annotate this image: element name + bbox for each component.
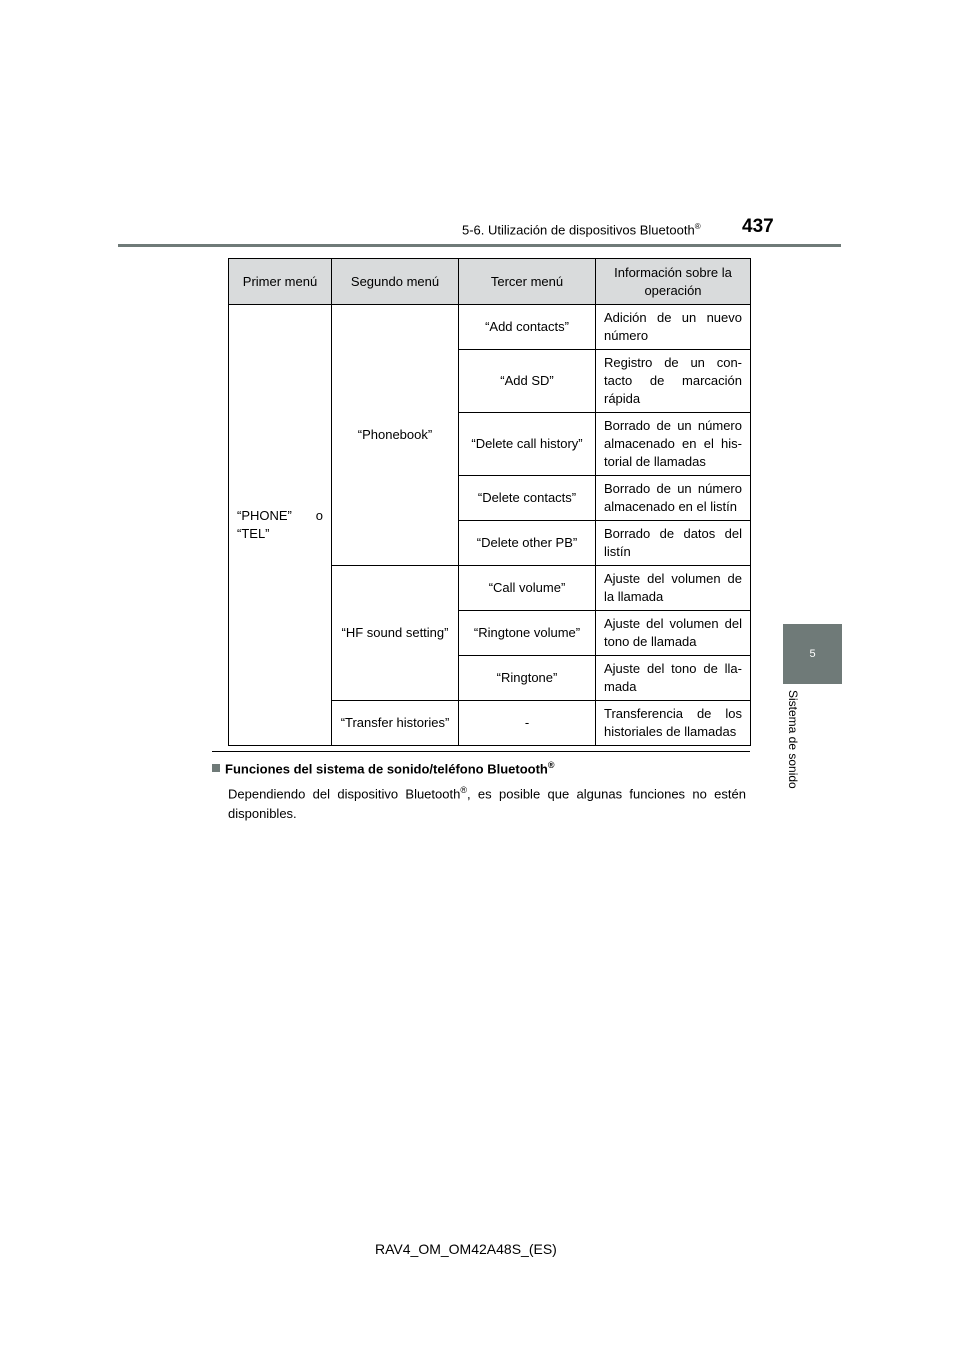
info-cell: Ajuste del volumen de la llamada	[596, 566, 751, 611]
info-cell: Ajuste del tono de lla-mada	[596, 656, 751, 701]
info-cell: Ajuste del volumen del tono de llamada	[596, 611, 751, 656]
section-heading-text: Funciones del sistema de sonido/teléfono Bluetooth	[225, 761, 548, 777]
chapter-number: 5	[809, 648, 816, 660]
paragraph-text-after: , es posible que algunas funciones no estén disponibles.	[228, 786, 746, 822]
page-number: 437	[742, 216, 774, 237]
header-second-menu: Segundo menú	[332, 259, 459, 305]
third-menu-cell: “Ringtone volume”	[459, 611, 596, 656]
running-header	[462, 222, 701, 237]
section-title: 5-6. Utilización de dispositivos Bluetooth	[462, 222, 695, 238]
info-cell: Adición de un nuevo número	[596, 305, 751, 350]
info-cell: Registro de un con-tacto de marcación rápida	[596, 350, 751, 413]
header-first-menu: Primer menú	[229, 259, 332, 305]
third-menu-cell: “Add SD”	[459, 350, 596, 413]
info-cell: Borrado de un número almacenado en el his-torial de llamadas	[596, 413, 751, 476]
third-menu-cell: “Ringtone”	[459, 656, 596, 701]
first-menu-cell: “PHONE” o “TEL”	[229, 305, 332, 746]
table-row	[229, 305, 751, 350]
second-menu-cell: “HF sound setting”	[332, 566, 459, 701]
menu-table	[228, 258, 751, 746]
info-cell: Transferencia de los historiales de llamadas	[596, 701, 751, 746]
third-menu-cell: “Delete contacts”	[459, 476, 596, 521]
section-heading	[212, 760, 555, 776]
info-cell: Borrado de datos del listín	[596, 521, 751, 566]
third-menu-cell: “Call volume”	[459, 566, 596, 611]
third-menu-cell: “Delete call history”	[459, 413, 596, 476]
third-menu-cell: “Delete other PB”	[459, 521, 596, 566]
third-menu-cell: -	[459, 701, 596, 746]
registered-mark: ®	[547, 760, 555, 770]
third-menu-cell: “Add contacts”	[459, 305, 596, 350]
chapter-label: Sistema de sonido	[786, 690, 800, 789]
registered-mark: ®	[460, 785, 467, 795]
table-header-row	[229, 259, 751, 305]
manual-code: RAV4_OM_OM42A48S_(ES)	[375, 1241, 557, 1257]
header-rule	[118, 244, 841, 247]
section-rule	[212, 751, 750, 752]
info-cell: Borrado de un número almacenado en el listín	[596, 476, 751, 521]
header-third-menu: Tercer menú	[459, 259, 596, 305]
chapter-tab	[783, 624, 842, 684]
second-menu-cell: “Phonebook”	[332, 305, 459, 566]
registered-mark: ®	[694, 222, 701, 231]
header-operation-info: Información sobre la operación	[596, 259, 751, 305]
bullet-square-icon	[212, 764, 220, 772]
section-paragraph	[228, 780, 746, 824]
paragraph-text-before: Dependiendo del dispositivo Bluetooth	[228, 786, 461, 802]
second-menu-cell: “Transfer histories”	[332, 701, 459, 746]
